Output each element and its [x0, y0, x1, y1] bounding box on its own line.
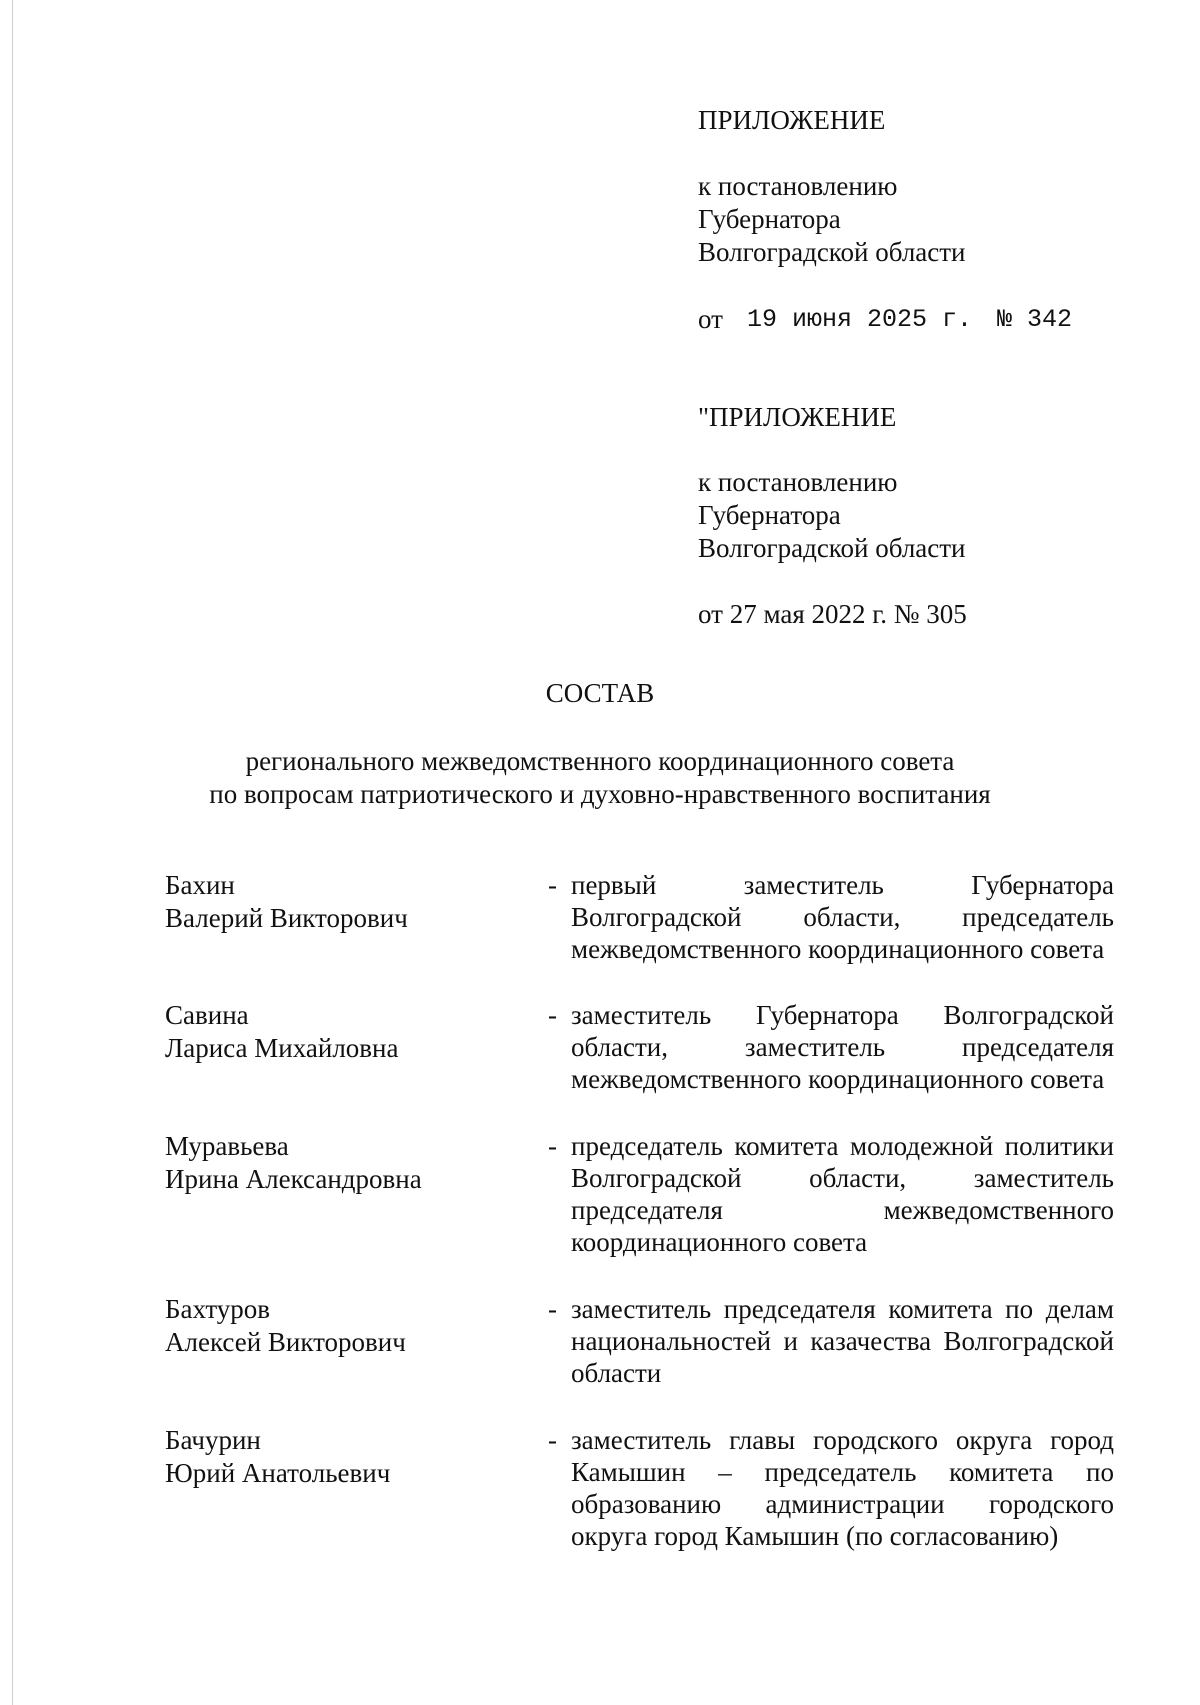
quoted-appendix-title: "ПРИЛОЖЕНИЕ	[698, 402, 897, 432]
quoted-ref: от 27 мая 2022 г. № 305	[698, 599, 967, 629]
member-dash: -	[548, 1000, 557, 1030]
member-dash: -	[548, 1294, 557, 1324]
member-given-name: Алексей Викторович	[165, 1327, 406, 1357]
member-role: председатель комитета молодежной политики Волгоградской области, заместитель председателя межведомственного координационного совета	[571, 1131, 1114, 1257]
member-surname: Бахин	[165, 870, 235, 900]
scan-edge-line	[12, 0, 13, 1705]
document-heading: СОСТАВ	[545, 678, 655, 708]
member-role: заместитель главы городского округа город Камышин – председатель комитета по образованию администрации городского округа город Камышин (по согласованию)	[571, 1425, 1114, 1551]
document-subtitle-line-2: по вопросам патриотического и духовно-нравственного воспитания	[209, 779, 991, 809]
member-surname: Бахтуров	[165, 1294, 271, 1324]
quoted-to-line-2: Губернатора	[698, 500, 841, 530]
member-given-name: Лариса Михайловна	[165, 1033, 399, 1063]
ref-date: 19 июня 2025 г.	[747, 305, 973, 334]
ref-number: № 342	[997, 305, 1073, 334]
member-surname: Муравьева	[165, 1131, 289, 1161]
document-subtitle-line-1: регионального межведомственного координационного совета	[245, 746, 955, 776]
quoted-to-line-3: Волгоградской области	[698, 533, 966, 563]
member-surname: Бачурин	[165, 1425, 261, 1455]
member-given-name: Ирина Александровна	[165, 1164, 422, 1194]
appendix-title: ПРИЛОЖЕНИЕ	[698, 105, 886, 135]
member-role: заместитель председателя комитета по делам национальностей и казачества Волгоградской области	[571, 1294, 1114, 1388]
quoted-to-line-1: к постановлению	[698, 467, 898, 497]
ref-from: от	[698, 304, 723, 334]
member-dash: -	[548, 1131, 557, 1161]
member-given-name: Юрий Анатольевич	[165, 1458, 391, 1488]
member-surname: Савина	[165, 1000, 249, 1030]
appendix-to-line-2: Губернатора	[698, 204, 841, 234]
member-dash: -	[548, 870, 557, 900]
member-given-name: Валерий Викторович	[165, 903, 408, 933]
member-role: первый заместитель Губернатора Волгоградской области, председатель межведомственного координационного совета	[571, 870, 1114, 964]
appendix-to-line-1: к постановлению	[698, 171, 898, 201]
member-dash: -	[548, 1425, 557, 1455]
member-role: заместитель Губернатора Волгоградской области, заместитель председателя межведомственного координационного совета	[571, 1000, 1114, 1094]
appendix-to-line-3: Волгоградской области	[698, 237, 966, 267]
